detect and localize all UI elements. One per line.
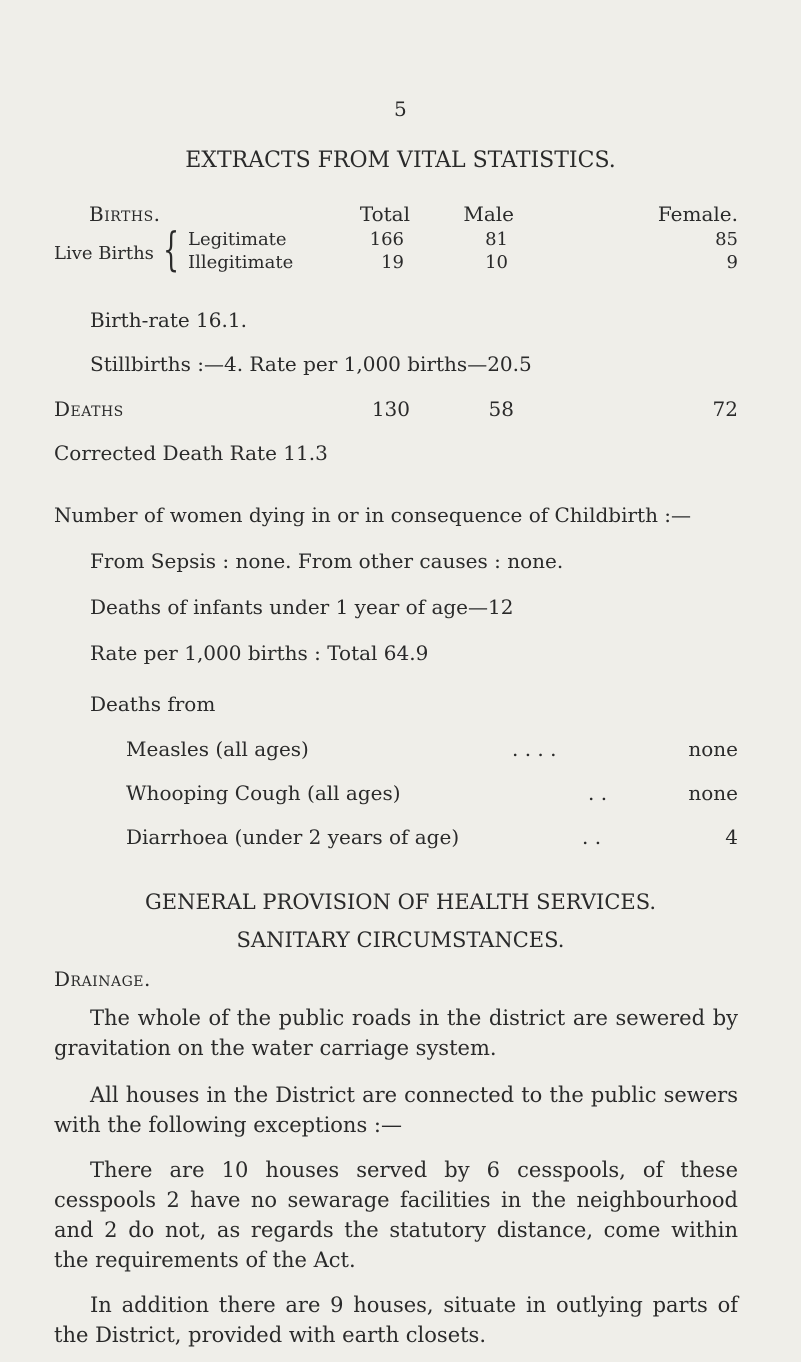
measles-leader: . . . . — [512, 737, 557, 761]
measles-cause: Measles (all ages) — [126, 737, 309, 761]
whooping-cough-cause: Whooping Cough (all ages) — [126, 781, 401, 805]
legitimate-male: 81 — [485, 229, 508, 250]
paragraph-earth-closets: In addition there are 9 houses, situate in outlying parts of the District, provided with earth closets. — [54, 1293, 738, 1347]
deaths-label: Deaths — [54, 397, 124, 421]
illegitimate-female: 9 — [726, 252, 738, 273]
page-number: 5 — [394, 97, 407, 121]
diarrhoea-value: 4 — [725, 825, 738, 849]
whooping-cough-value: none — [688, 781, 738, 805]
births-header: Births. — [89, 202, 161, 226]
birth-rate: Birth-rate 16.1. — [90, 308, 247, 332]
paragraph-connected-houses: All houses in the District are connected to the public sewers with the following exceptions :— — [54, 1083, 738, 1137]
paragraph-sewered-roads: The whole of the public roads in the district are sewered by gravitation on the water carriage system. — [54, 1006, 738, 1060]
whooping-cough-leader: . . — [588, 781, 608, 805]
illegitimate-label: Illegitimate — [188, 252, 294, 273]
health-services-title: GENERAL PROVISION OF HEALTH SERVICES. — [144, 890, 657, 914]
legitimate-label: Legitimate — [188, 229, 287, 250]
deaths-female: 72 — [712, 397, 738, 421]
female-header: Female. — [657, 202, 738, 226]
paragraph-cesspools: There are 10 houses served by 6 cesspools, of these cesspools 2 have no sewarage facilities in the neighbourhood and 2 do not, as regards the statutory distance, come within the requirements of the Act. — [54, 1158, 738, 1272]
deaths-male: 58 — [488, 397, 514, 421]
infant-rate: Rate per 1,000 births : Total 64.9 — [90, 641, 429, 665]
measles-value: none — [688, 737, 738, 761]
sepsis-line: From Sepsis : none. From other causes : none. — [90, 549, 564, 573]
total-header: Total — [359, 202, 410, 226]
legitimate-female: 85 — [715, 229, 738, 250]
corrected-death-rate: Corrected Death Rate 11.3 — [54, 441, 328, 465]
illegitimate-total: 19 — [381, 252, 404, 273]
deaths-total: 130 — [371, 397, 410, 421]
illegitimate-male: 10 — [485, 252, 508, 273]
legitimate-total: 166 — [369, 229, 404, 250]
stillbirths: Stillbirths :—4. Rate per 1,000 births—20.5 — [90, 352, 532, 376]
drainage-heading: Drainage. — [54, 967, 151, 991]
diarrhoea-leader: . . — [582, 825, 602, 849]
deaths-from-label: Deaths from — [90, 692, 216, 716]
live-births-label: Live Births — [54, 243, 154, 264]
vital-statistics-title: EXTRACTS FROM VITAL STATISTICS. — [185, 148, 616, 173]
infant-deaths: Deaths of infants under 1 year of age—12 — [90, 595, 514, 619]
sanitary-circumstances-subtitle: SANITARY CIRCUMSTANCES. — [236, 928, 565, 952]
childbirth-line: Number of women dying in or in consequence of Childbirth :— — [54, 503, 692, 527]
male-header: Male — [463, 202, 514, 226]
brace: { — [163, 222, 180, 276]
diarrhoea-cause: Diarrhoea (under 2 years of age) — [126, 825, 460, 849]
